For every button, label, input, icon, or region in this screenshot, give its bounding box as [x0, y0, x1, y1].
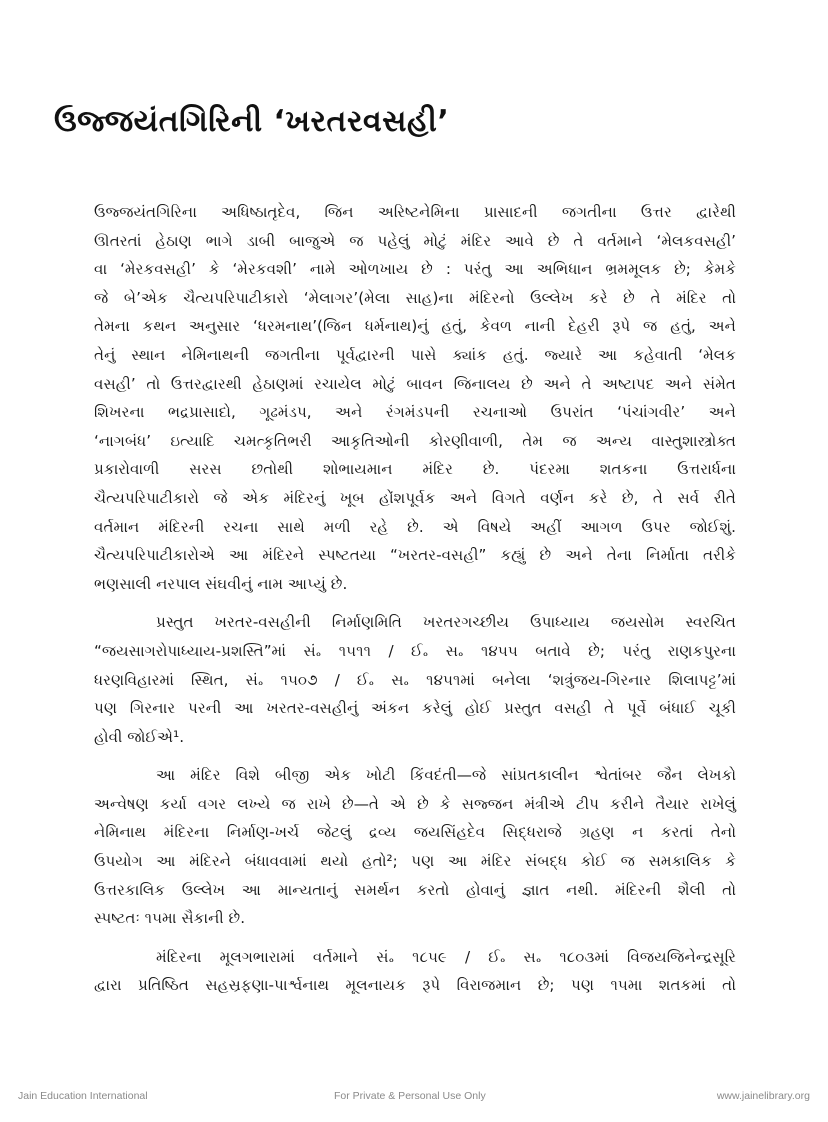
text-line: ચૈત્યપરિપાટીકારો જે એક મંદિરનું ખૂબ હોંશપૂર્વક અને વિગતે વર્ણન કરે છે, તે સર્વ રીતે — [94, 488, 736, 507]
text-line: જે બે’એક ચૈત્યપરિપાટીકારો ‘મેલાગર’(મેલા સાહ)ના મંદિરનો ઉલ્લેખ કરે છે તે મંદિર તો — [94, 288, 736, 307]
text-line: અન્વેષણ કર્યા વગર લખ્યે જ રાખે છે—તે એ છે કે સજ્જન મંત્રીએ ટીપ કરીને તૈયાર રાખેલું — [94, 794, 736, 813]
text-line: નેમિનાથ મંદિરના નિર્માણ-ખર્ચ જેટલું દ્રવ્ય જયસિંહદેવ સિદ્ધરાજે ગ્રહણ ન કરતાં તેનો — [94, 823, 736, 842]
text-line: સ્પષ્ટતઃ ૧૫મા સૈકાની છે. — [94, 909, 246, 928]
text-line: ઉત્તરકાલિક ઉલ્લેખ આ માન્યતાનું સમર્થન કરતો હોવાનું જ્ઞાત નથી. મંદિરની શૈલી તો — [94, 880, 736, 899]
footer-usage-notice: For Private & Personal Use Only — [334, 1090, 486, 1102]
text-line: ધરણવિહારમાં સ્થિત, સં૰ ૧૫૦૭ / ઈ૰ સ૰ ૧૪૫૧માં બનેલા ‘શત્રુંજય-ગિરનાર શિલાપટ્ટ’માં — [94, 670, 736, 689]
text-line: ઉપયોગ આ મંદિરને બંધાવવામાં થયો હતો²; પણ આ મંદિર સંબદ્ધ કોઈ જ સમકાલિક કે — [94, 852, 736, 871]
text-line: દ્વારા પ્રતિષ્ઠિત સહસ્રફણા-પાર્શ્વનાથ મૂલનાયક રૂપે વિરાજમાન છે; પણ ૧૫મા શતકમાં તો — [94, 976, 736, 995]
paragraph-4 — [94, 943, 736, 1000]
page-footer — [0, 1090, 828, 1110]
text-line: શિખરના ભદ્રપ્રાસાદો, ગૂઢમંડપ, અને રંગમંડપની રચનાઓ ઉપરાંત ‘પંચાંગવીર’ અને — [94, 403, 736, 422]
text-line: વસહી’ તો ઉત્તરદ્વારથી હેઠાણમાં રચાયેલ મોટું બાવન જિનાલય છે અને તે અષ્ટાપદ અને સંમેત — [94, 374, 736, 393]
text-line: વર્તમાન મંદિરની રચના સાથે મળી રહે છે. એ વિષયે અહીં આગળ ઉપર જોઈશું. — [94, 517, 736, 536]
text-line: “જયસાગરોપાધ્યાય-પ્રશસ્તિ”માં સં૰ ૧૫૧૧ / ઈ૰ સ૰ ૧૪૫૫ બતાવે છે; પરંતુ રાણકપુરના — [94, 641, 736, 660]
text-line: મંદિરના મૂલગભારામાં વર્તમાને સં૰ ૧૮૫૯ / ઈ૰ સ૰ ૧૮૦૩માં વિજયજિનેન્દ્રસૂરિ — [156, 947, 736, 966]
body-text — [94, 198, 736, 1010]
paragraph-1 — [94, 198, 736, 598]
text-line: આ મંદિર વિશે બીજી એક ખોટી કિંવદંતી—જે સાંપ્રતકાલીન શ્વેતાંબર જૈન લેખકો — [156, 766, 736, 785]
text-line: ચૈત્યપરિપાટીકારોએ આ મંદિરને સ્પષ્ટતયા “ખરતર-વસહી” કહ્યું છે અને તેના નિર્માતા તરીકે — [94, 546, 736, 565]
paragraph-3 — [94, 761, 736, 933]
text-line: ‘નાગબંધ’ ઇત્યાદિ ચમત્કૃતિભરી આકૃતિઓની કોરણીવાળી, તેમ જ અન્ય વાસ્તુશાસ્ત્રોક્ત — [94, 431, 736, 450]
chapter-title: ઉજ્જયંતગિરિની ‘ખરતરવસહી’ — [54, 104, 450, 139]
paragraph-2 — [94, 608, 736, 751]
text-line: ઊતરતાં હેઠાણ ભાગે ડાબી બાજુએ જ પહેલું મોટું મંદિર આવે છે તે વર્તમાને ‘મેલકવસહી’ — [94, 231, 736, 250]
text-line: પણ ગિરનાર પરની આ ખરતર-વસહીનું અંકન કરેલું હોઈ પ્રસ્તુત વસહી તે પૂર્વે બંધાઈ ચૂકી — [94, 699, 736, 718]
text-line: તેનું સ્થાન નેમિનાથની જગતીના પૂર્વદ્વારની પાસે ક્યાંક હતું. જ્યારે આ કહેવાતી ‘મેલક — [94, 345, 736, 364]
text-line: પ્રસ્તુત ખરતર-વસહીની નિર્માણમિતિ ખરતરગચ્છીય ઉપાધ્યાય જયસોમ સ્વરચિત — [156, 613, 736, 632]
text-line: તેમના કથન અનુસાર ‘ધરમનાથ’(જિન ધર્મનાથ)નું હતું, કેવળ નાની દેહરી રૂપે જ હતું, અને — [94, 317, 736, 336]
footer-publisher: Jain Education International — [18, 1090, 148, 1102]
text-line: પ્રકારોવાળી સરસ છતોથી શોભાયમાન મંદિર છે. પંદરમા શતકના ઉત્તરાર્ધના — [94, 460, 736, 479]
text-line: હોવી જોઈએ¹. — [94, 727, 185, 746]
text-line: ઉજ્જયંતગિરિના અધિષ્ઠાતૃદેવ, જિન અરિષ્ટનેમિના પ્રાસાદની જગતીના ઉત્તર દ્વારેથી — [94, 203, 736, 221]
text-line: ભણસાલી નરપાલ સંઘવીનું નામ આપ્યું છે. — [94, 574, 348, 593]
text-line: વા ‘મેરકવસહી’ કે ‘મેરકવશી’ નામે ઓળખાય છે : પરંતુ આ અભિધાન ભ્રમમૂલક છે; કેમકે — [94, 260, 736, 279]
footer-website-link[interactable]: www.jainelibrary.org — [716, 1090, 810, 1102]
